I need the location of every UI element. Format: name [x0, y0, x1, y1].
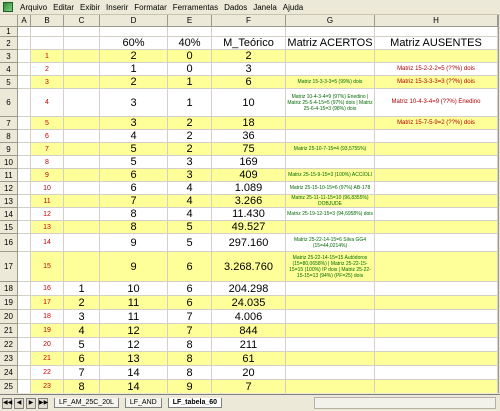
select-all-corner[interactable]: [0, 15, 18, 27]
cell-e14[interactable]: 4: [168, 208, 212, 221]
cell-h1[interactable]: [375, 27, 498, 37]
cell-a25[interactable]: [18, 380, 31, 393]
cell-f25[interactable]: 7: [212, 380, 286, 393]
sheet-tab-bar: [0, 394, 500, 411]
cell-g3[interactable]: [286, 50, 375, 63]
cell-a6[interactable]: [18, 89, 31, 117]
cell-f7[interactable]: 18: [212, 117, 286, 130]
cell-d3[interactable]: 2: [100, 50, 168, 63]
cell-h23[interactable]: [375, 352, 498, 366]
row-header[interactable]: 12: [0, 182, 18, 195]
cell-h18[interactable]: [375, 282, 498, 296]
row-header[interactable]: 19: [0, 296, 18, 310]
cell-b22[interactable]: 20: [31, 338, 64, 352]
column-header-c[interactable]: C: [64, 15, 100, 27]
cell-c3[interactable]: [64, 50, 100, 63]
column-header-d[interactable]: D: [100, 15, 168, 27]
cell-b23[interactable]: 21: [31, 352, 64, 366]
cell-c8[interactable]: [64, 130, 100, 143]
cell-e22[interactable]: 8: [168, 338, 212, 352]
cell-g22[interactable]: [286, 338, 375, 352]
cell-e8[interactable]: 2: [168, 130, 212, 143]
cell-g13[interactable]: Matriz 25-11-11-15=10 (96,8355%) DOBJUDE: [286, 195, 375, 208]
cell-d20[interactable]: 11: [100, 310, 168, 324]
cell-f22[interactable]: 211: [212, 338, 286, 352]
cell-c4[interactable]: [64, 63, 100, 76]
row-header[interactable]: 13: [0, 195, 18, 208]
cell-c15[interactable]: [64, 221, 100, 234]
cell-g9[interactable]: Matriz 25-10-7-15=4 (93,5755%): [286, 143, 375, 156]
cell-f10[interactable]: 169: [212, 156, 286, 169]
cell-c11[interactable]: [64, 169, 100, 182]
row-header[interactable]: 21: [0, 324, 18, 338]
cell-f23[interactable]: 61: [212, 352, 286, 366]
cell-g10[interactable]: [286, 156, 375, 169]
cell-f4[interactable]: 3: [212, 63, 286, 76]
cell-b1[interactable]: [31, 27, 64, 37]
cell-h4[interactable]: Matriz 15-2-2-2=5 (??%) dois: [375, 63, 498, 76]
cell-c14[interactable]: [64, 208, 100, 221]
cell-a18[interactable]: [18, 282, 31, 296]
cell-f6[interactable]: 10: [212, 89, 286, 117]
cell-b12[interactable]: 10: [31, 182, 64, 195]
cell-a21[interactable]: [18, 324, 31, 338]
cell-c9[interactable]: [64, 143, 100, 156]
cell-c17[interactable]: [64, 252, 100, 282]
cell-e4[interactable]: 0: [168, 63, 212, 76]
cell-f15[interactable]: 49.527: [212, 221, 286, 234]
menu-dados[interactable]: Dados: [224, 2, 248, 12]
row-header[interactable]: 2: [0, 37, 18, 50]
cell-d9[interactable]: 5: [100, 143, 168, 156]
cell-e7[interactable]: 2: [168, 117, 212, 130]
cell-b24[interactable]: 22: [31, 366, 64, 380]
cell-d11[interactable]: 6: [100, 169, 168, 182]
cell-a15[interactable]: [18, 221, 31, 234]
cell-b20[interactable]: 18: [31, 310, 64, 324]
cell-h12[interactable]: [375, 182, 498, 195]
cell-c20[interactable]: 3: [64, 310, 100, 324]
cell-f17[interactable]: 3.268.760: [212, 252, 286, 282]
cell-f16[interactable]: 297.160: [212, 234, 286, 252]
cell-d2[interactable]: 60%: [100, 37, 168, 50]
cell-g1[interactable]: [286, 27, 375, 37]
app-icon: [3, 2, 13, 12]
cell-c23[interactable]: 6: [64, 352, 100, 366]
cell-h22[interactable]: [375, 338, 498, 352]
cell-a17[interactable]: [18, 252, 31, 282]
cell-e20[interactable]: 7: [168, 310, 212, 324]
cell-h6[interactable]: Matriz 10-4-3-4=9 (??%) Enedino: [375, 89, 498, 117]
column-header-a[interactable]: A: [18, 15, 31, 27]
cell-d25[interactable]: 14: [100, 380, 168, 393]
cell-d18[interactable]: 10: [100, 282, 168, 296]
row-header[interactable]: 17: [0, 252, 18, 282]
row-header[interactable]: 6: [0, 89, 18, 117]
cell-e17[interactable]: 6: [168, 252, 212, 282]
cell-g23[interactable]: [286, 352, 375, 366]
cell-d19[interactable]: 11: [100, 296, 168, 310]
menu-bar: [0, 0, 500, 15]
cell-c10[interactable]: [64, 156, 100, 169]
menu-exibir[interactable]: Exibir: [80, 2, 101, 12]
cell-b10[interactable]: 8: [31, 156, 64, 169]
cell-d17[interactable]: 9: [100, 252, 168, 282]
cell-h20[interactable]: [375, 310, 498, 324]
row-header[interactable]: 22: [0, 338, 18, 352]
cell-e19[interactable]: 6: [168, 296, 212, 310]
row-header[interactable]: 8: [0, 130, 18, 143]
cell-d14[interactable]: 8: [100, 208, 168, 221]
cell-b3[interactable]: 1: [31, 50, 64, 63]
cell-f19[interactable]: 24.035: [212, 296, 286, 310]
cell-d7[interactable]: 3: [100, 117, 168, 130]
first-sheet-button[interactable]: ◀◀: [2, 398, 12, 409]
sheet-tab-lf-am-25c-20l[interactable]: LF_AM_25C_20L: [54, 398, 119, 408]
row-header[interactable]: 14: [0, 208, 18, 221]
cell-a20[interactable]: [18, 310, 31, 324]
row-header[interactable]: 24: [0, 366, 18, 380]
column-header-h[interactable]: H: [375, 15, 498, 27]
cell-e15[interactable]: 5: [168, 221, 212, 234]
cell-a12[interactable]: [18, 182, 31, 195]
cell-c16[interactable]: [64, 234, 100, 252]
cell-a19[interactable]: [18, 296, 31, 310]
menu-formatar[interactable]: Formatar: [134, 2, 167, 12]
cell-g6[interactable]: Matriz 10-4-3-4=9 (97%) Enedino | Matriz 25-5-4-15=5 (97%) dois | Matriz 25-6-4-15=3 (98%) dois: [286, 89, 375, 117]
cell-h25[interactable]: [375, 380, 498, 393]
row-header[interactable]: 15: [0, 221, 18, 234]
column-header-f[interactable]: F: [212, 15, 286, 27]
row-header[interactable]: 11: [0, 169, 18, 182]
cell-g25[interactable]: [286, 380, 375, 393]
cell-h7[interactable]: Matriz 15-7-5-9=2 (??%) dois: [375, 117, 498, 130]
row-header[interactable]: 18: [0, 282, 18, 296]
cell-c18[interactable]: 1: [64, 282, 100, 296]
cell-a7[interactable]: [18, 117, 31, 130]
row-header[interactable]: 5: [0, 76, 18, 89]
row-header[interactable]: 10: [0, 156, 18, 169]
cell-h10[interactable]: [375, 156, 498, 169]
cell-b13[interactable]: 11: [31, 195, 64, 208]
cell-f12[interactable]: 1.089: [212, 182, 286, 195]
cell-h17[interactable]: [375, 252, 498, 282]
row-header[interactable]: 23: [0, 352, 18, 366]
cell-f9[interactable]: 75: [212, 143, 286, 156]
menu-arquivo[interactable]: Arquivo: [20, 2, 48, 12]
cell-a10[interactable]: [18, 156, 31, 169]
cell-g17[interactable]: Matriz 25-22-14-15=15 Autódoros (15=80,0658%) | Matriz 25-22-15-15=15 (100%) IP dois | Matriz 25-22-15-15=13 (94%) (PF=25) dois: [286, 252, 375, 282]
cell-g20[interactable]: [286, 310, 375, 324]
cell-c5[interactable]: [64, 76, 100, 89]
cell-d4[interactable]: 1: [100, 63, 168, 76]
cell-b8[interactable]: 6: [31, 130, 64, 143]
cell-h15[interactable]: [375, 221, 498, 234]
cell-a22[interactable]: [18, 338, 31, 352]
cell-e25[interactable]: 9: [168, 380, 212, 393]
cell-f21[interactable]: 844: [212, 324, 286, 338]
cell-b17[interactable]: 15: [31, 252, 64, 282]
cell-c25[interactable]: 8: [64, 380, 100, 393]
cell-e23[interactable]: 8: [168, 352, 212, 366]
next-sheet-button[interactable]: ▶: [26, 398, 36, 409]
cell-g16[interactable]: Matriz 25-22-14-15=6 Silva GG4 (15=44,0214%): [286, 234, 375, 252]
menu-ajuda[interactable]: Ajuda: [282, 2, 304, 12]
cell-g7[interactable]: [286, 117, 375, 130]
row-header[interactable]: 7: [0, 117, 18, 130]
cell-e9[interactable]: 2: [168, 143, 212, 156]
cell-b16[interactable]: 14: [31, 234, 64, 252]
cell-g15[interactable]: [286, 221, 375, 234]
cell-d1[interactable]: [100, 27, 168, 37]
cell-h5[interactable]: Matriz 15-3-3-3=3 (??%) dois: [375, 76, 498, 89]
cell-e10[interactable]: 3: [168, 156, 212, 169]
cell-h16[interactable]: [375, 234, 498, 252]
spreadsheet-grid[interactable]: [0, 15, 499, 393]
cell-c2[interactable]: [64, 37, 100, 50]
cell-f14[interactable]: 11.430: [212, 208, 286, 221]
cell-a11[interactable]: [18, 169, 31, 182]
cell-a14[interactable]: [18, 208, 31, 221]
cell-a16[interactable]: [18, 234, 31, 252]
cell-b18[interactable]: 16: [31, 282, 64, 296]
cell-h19[interactable]: [375, 296, 498, 310]
cell-d13[interactable]: 7: [100, 195, 168, 208]
cell-f13[interactable]: 3.266: [212, 195, 286, 208]
column-header-g[interactable]: G: [286, 15, 375, 27]
cell-g11[interactable]: Matriz 25-15-9-15=3 (100%) ACCIOLI: [286, 169, 375, 182]
cell-c21[interactable]: 4: [64, 324, 100, 338]
cell-b6[interactable]: 4: [31, 89, 64, 117]
menu-editar[interactable]: Editar: [53, 2, 75, 12]
cell-b2[interactable]: [31, 37, 64, 50]
cell-f11[interactable]: 409: [212, 169, 286, 182]
cell-a1[interactable]: [18, 27, 31, 37]
cell-b15[interactable]: 13: [31, 221, 64, 234]
cell-f8[interactable]: 36: [212, 130, 286, 143]
cell-e11[interactable]: 3: [168, 169, 212, 182]
cell-g21[interactable]: [286, 324, 375, 338]
cell-e16[interactable]: 5: [168, 234, 212, 252]
cell-h11[interactable]: [375, 169, 498, 182]
cell-e6[interactable]: 1: [168, 89, 212, 117]
cell-e12[interactable]: 4: [168, 182, 212, 195]
cell-f20[interactable]: 4.006: [212, 310, 286, 324]
cell-c13[interactable]: [64, 195, 100, 208]
row-header[interactable]: 9: [0, 143, 18, 156]
cell-d6[interactable]: 3: [100, 89, 168, 117]
cell-a5[interactable]: [18, 76, 31, 89]
column-header-e[interactable]: E: [168, 15, 212, 27]
row-header[interactable]: 4: [0, 63, 18, 76]
cell-d21[interactable]: 12: [100, 324, 168, 338]
cell-h24[interactable]: [375, 366, 498, 380]
row-header[interactable]: 1: [0, 27, 18, 37]
cell-a4[interactable]: [18, 63, 31, 76]
cell-e3[interactable]: 0: [168, 50, 212, 63]
cell-a3[interactable]: [18, 50, 31, 63]
cell-e13[interactable]: 4: [168, 195, 212, 208]
cell-c24[interactable]: 7: [64, 366, 100, 380]
cell-d23[interactable]: 13: [100, 352, 168, 366]
cell-e1[interactable]: [168, 27, 212, 37]
cell-b11[interactable]: 9: [31, 169, 64, 182]
cell-e5[interactable]: 1: [168, 76, 212, 89]
cell-d16[interactable]: 9: [100, 234, 168, 252]
cell-d15[interactable]: 8: [100, 221, 168, 234]
cell-e2[interactable]: 40%: [168, 37, 212, 50]
cell-h21[interactable]: [375, 324, 498, 338]
cell-g8[interactable]: [286, 130, 375, 143]
row-header[interactable]: 3: [0, 50, 18, 63]
cell-d24[interactable]: 14: [100, 366, 168, 380]
last-sheet-button[interactable]: ▶▶: [38, 398, 48, 409]
cell-h8[interactable]: [375, 130, 498, 143]
cell-b7[interactable]: 5: [31, 117, 64, 130]
cell-e21[interactable]: 7: [168, 324, 212, 338]
row-header[interactable]: 25: [0, 380, 18, 393]
sheet-tab-lf-tabela-60[interactable]: LF_tabela_60: [168, 398, 222, 408]
cell-c7[interactable]: [64, 117, 100, 130]
cell-c6[interactable]: [64, 89, 100, 117]
cell-d5[interactable]: 2: [100, 76, 168, 89]
cell-b5[interactable]: 3: [31, 76, 64, 89]
cell-h2[interactable]: Matriz AUSENTES: [375, 37, 498, 50]
cell-g4[interactable]: [286, 63, 375, 76]
cell-f1[interactable]: [212, 27, 286, 37]
cell-f24[interactable]: 20: [212, 366, 286, 380]
cell-b21[interactable]: 19: [31, 324, 64, 338]
cell-d10[interactable]: 5: [100, 156, 168, 169]
cell-b14[interactable]: 12: [31, 208, 64, 221]
cell-g2[interactable]: Matriz ACERTOS: [286, 37, 375, 50]
cell-f5[interactable]: 6: [212, 76, 286, 89]
cell-b9[interactable]: 7: [31, 143, 64, 156]
cell-d12[interactable]: 6: [100, 182, 168, 195]
cell-f3[interactable]: 2: [212, 50, 286, 63]
cell-a9[interactable]: [18, 143, 31, 156]
cell-b25[interactable]: 23: [31, 380, 64, 393]
cell-f2[interactable]: M_Teórico: [212, 37, 286, 50]
column-header-b[interactable]: B: [31, 15, 64, 27]
cell-g14[interactable]: Matriz 25-19-12-15=3 (94,6958%) dois: [286, 208, 375, 221]
cell-a23[interactable]: [18, 352, 31, 366]
cell-g5[interactable]: Matriz 15-3-3-3=5 (99%) dois: [286, 76, 375, 89]
cell-g12[interactable]: Matriz 25-15-10-15=6 (97%) AB-178: [286, 182, 375, 195]
cell-h13[interactable]: [375, 195, 498, 208]
cell-h14[interactable]: [375, 208, 498, 221]
cell-h9[interactable]: [375, 143, 498, 156]
menu-inserir[interactable]: Inserir: [106, 2, 129, 12]
cell-a24[interactable]: [18, 366, 31, 380]
cell-b4[interactable]: 2: [31, 63, 64, 76]
cell-g24[interactable]: [286, 366, 375, 380]
cell-e24[interactable]: 8: [168, 366, 212, 380]
row-header[interactable]: 16: [0, 234, 18, 252]
cell-f18[interactable]: 204.298: [212, 282, 286, 296]
menu-janela[interactable]: Janela: [253, 2, 277, 12]
prev-sheet-button[interactable]: ◀: [14, 398, 24, 409]
cell-a8[interactable]: [18, 130, 31, 143]
horizontal-scrollbar[interactable]: [314, 397, 496, 409]
row-header[interactable]: 20: [0, 310, 18, 324]
cell-a2[interactable]: [18, 37, 31, 50]
sheet-tab-lf-and[interactable]: LF_AND: [125, 398, 162, 408]
cell-c12[interactable]: [64, 182, 100, 195]
cell-a13[interactable]: [18, 195, 31, 208]
cell-b19[interactable]: 17: [31, 296, 64, 310]
menu-ferramentas[interactable]: Ferramentas: [172, 2, 219, 12]
cell-g18[interactable]: [286, 282, 375, 296]
cell-h3[interactable]: [375, 50, 498, 63]
cell-c22[interactable]: 5: [64, 338, 100, 352]
cell-c19[interactable]: 2: [64, 296, 100, 310]
cell-c1[interactable]: [64, 27, 100, 37]
cell-e18[interactable]: 6: [168, 282, 212, 296]
cell-g19[interactable]: [286, 296, 375, 310]
cell-d22[interactable]: 12: [100, 338, 168, 352]
cell-d8[interactable]: 4: [100, 130, 168, 143]
